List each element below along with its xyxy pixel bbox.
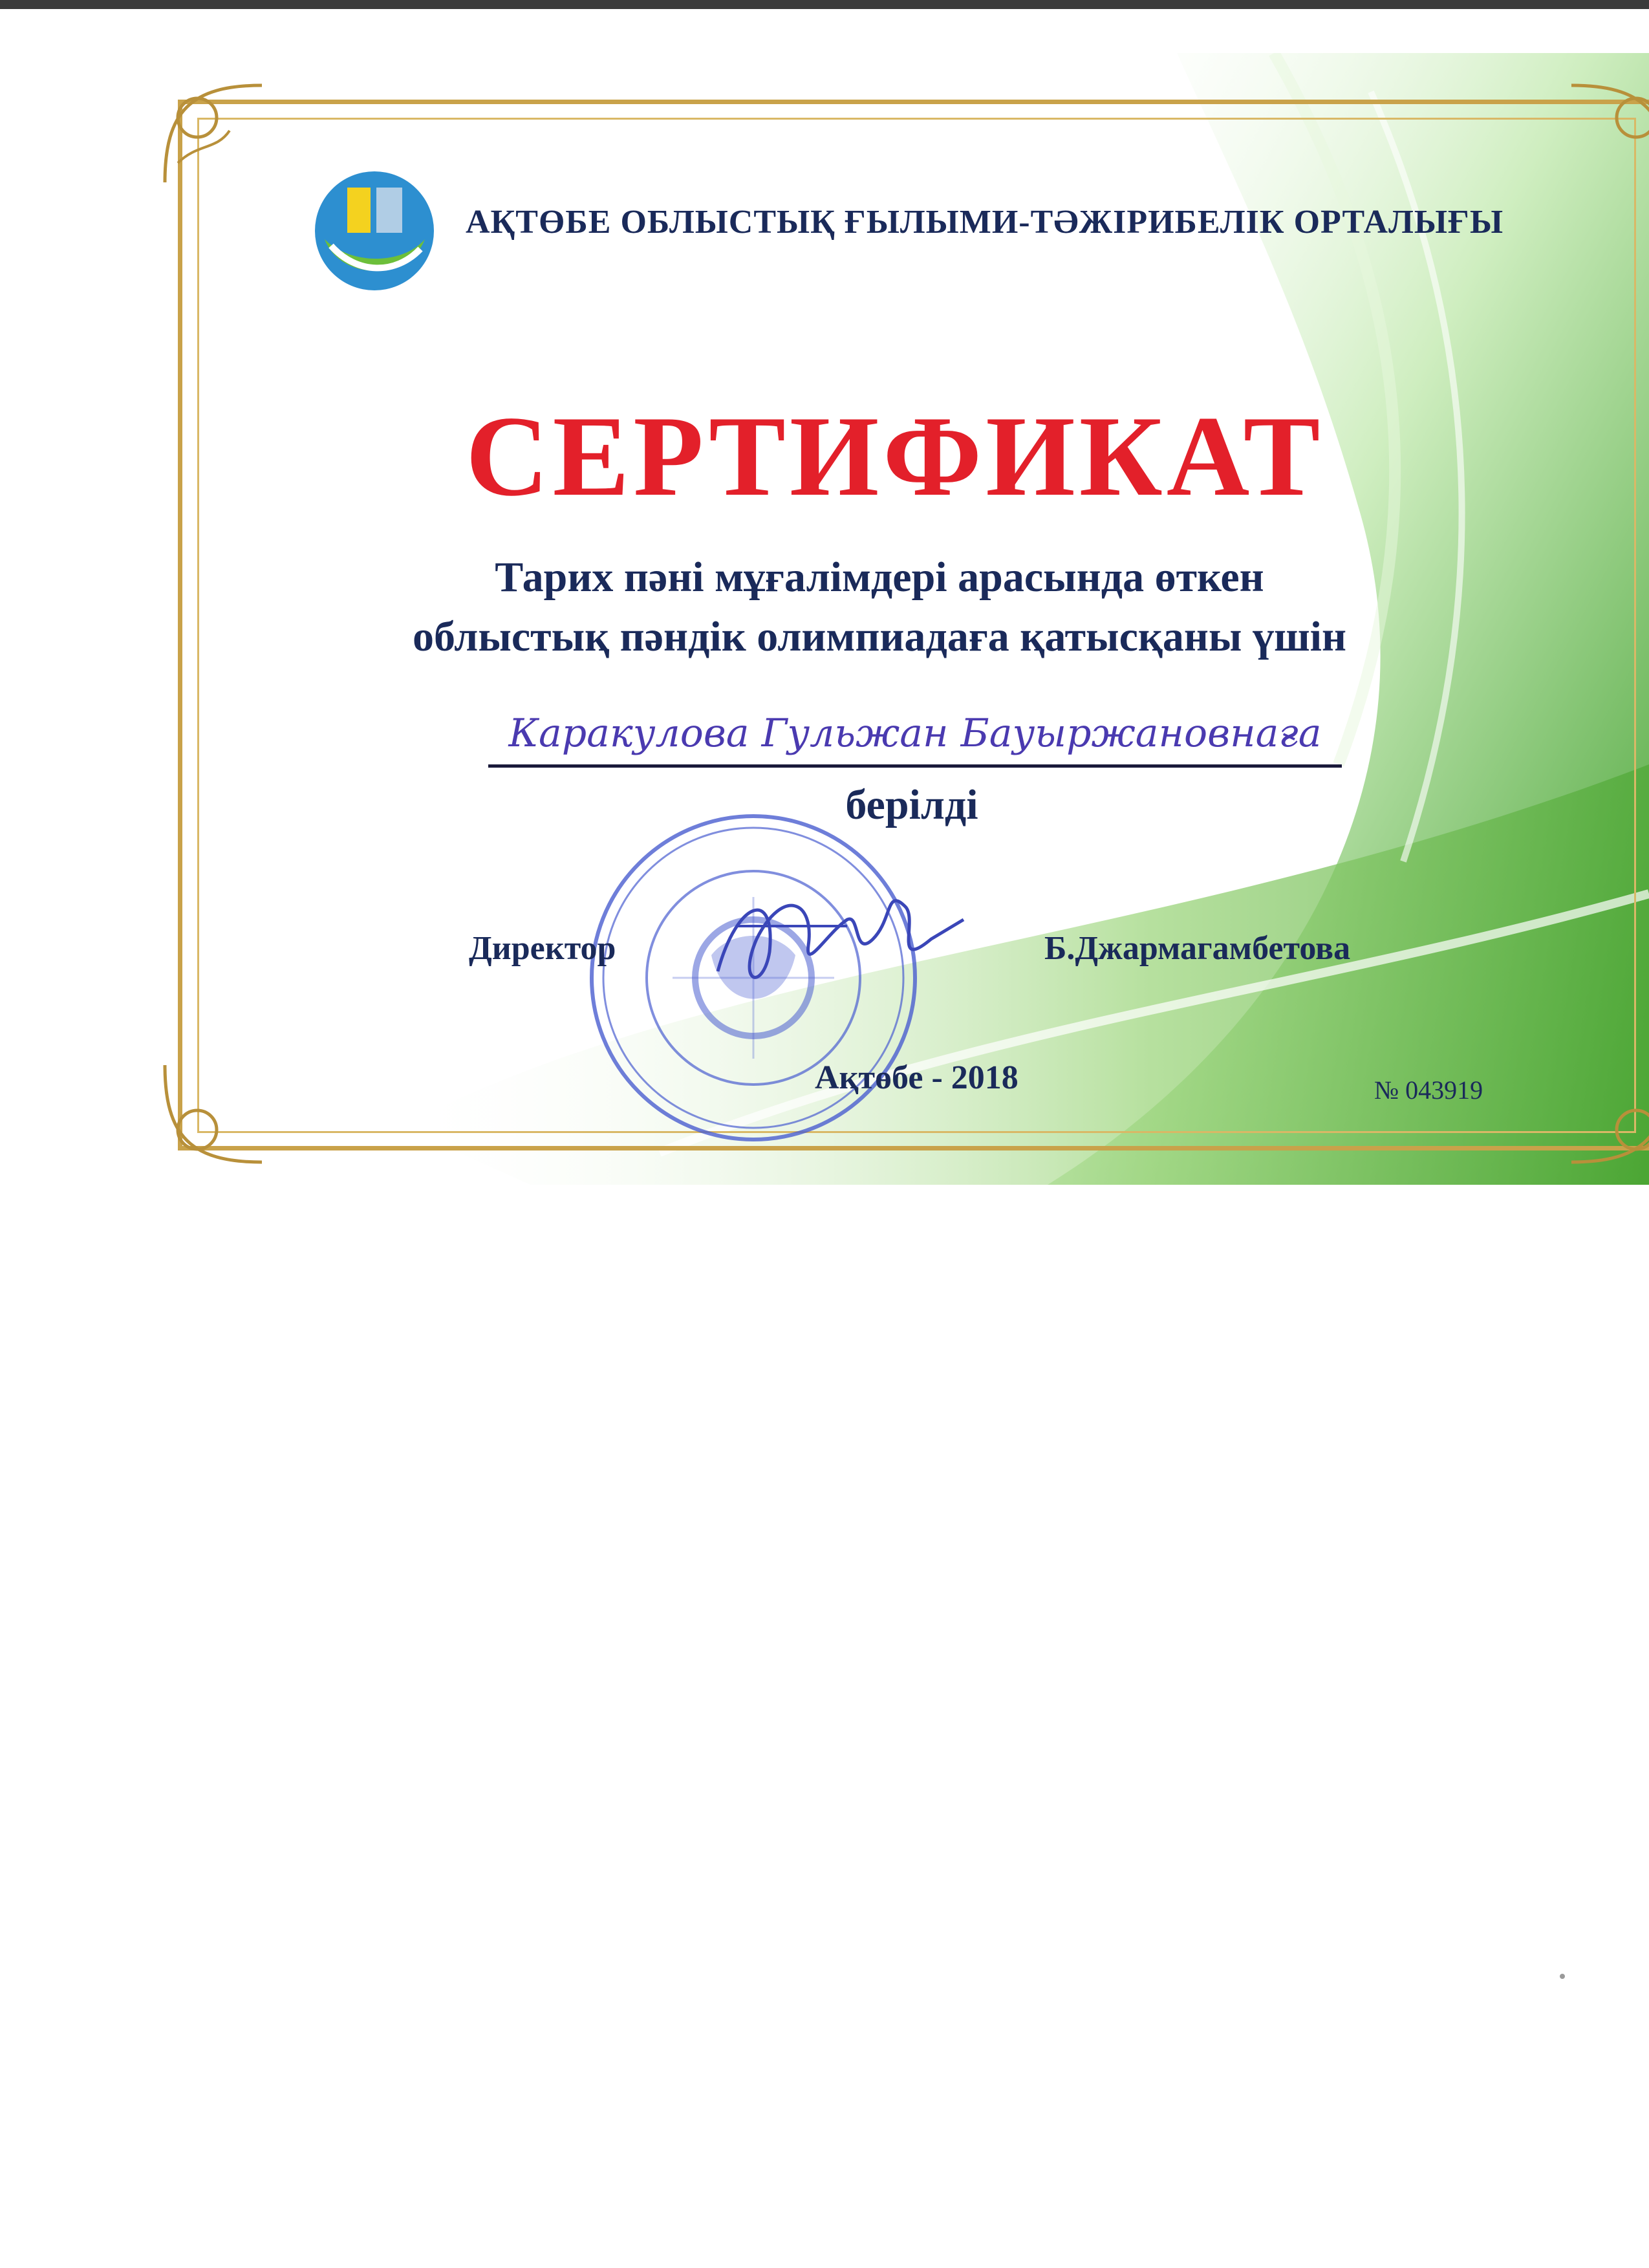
scan-speck: [1560, 1974, 1565, 1979]
scan-edge: [0, 0, 1649, 9]
handwritten-signature-icon: [698, 861, 976, 1010]
director-label: Директор: [469, 930, 616, 967]
recipient-name: Каракулова Гульжан Бауыржановнаға: [488, 703, 1342, 768]
award-reason: [330, 548, 1429, 667]
certificate-title: СЕРТИФИКАТ: [466, 392, 1324, 520]
organization-logo-icon: [312, 168, 438, 294]
ornament-bottom-right-icon: [1558, 1052, 1649, 1175]
ornament-top-right-icon: [1558, 72, 1649, 195]
certificate-sheet: [78, 53, 1649, 1185]
organization-name: АҚТӨБЕ ОБЛЫСТЫҚ ҒЫЛЫМИ-ТӘЖІРИБЕЛІК ОРТАЛЫҒЫ: [466, 204, 1504, 241]
ornament-top-left-icon: [152, 72, 275, 195]
ornament-bottom-left-icon: [152, 1052, 275, 1175]
given-label: берілді: [845, 781, 978, 828]
director-name: Б.Джармагамбетова: [1044, 930, 1351, 967]
certificate-number: № 043919: [1374, 1075, 1483, 1105]
award-reason-line-2: облыстық пәндік олимпиадаға қатысқаны үшін: [412, 613, 1347, 660]
city-year: Ақтөбе - 2018: [815, 1059, 1018, 1096]
award-reason-line-1: Тарих пәні мұғалімдері арасында өткен: [495, 554, 1264, 601]
